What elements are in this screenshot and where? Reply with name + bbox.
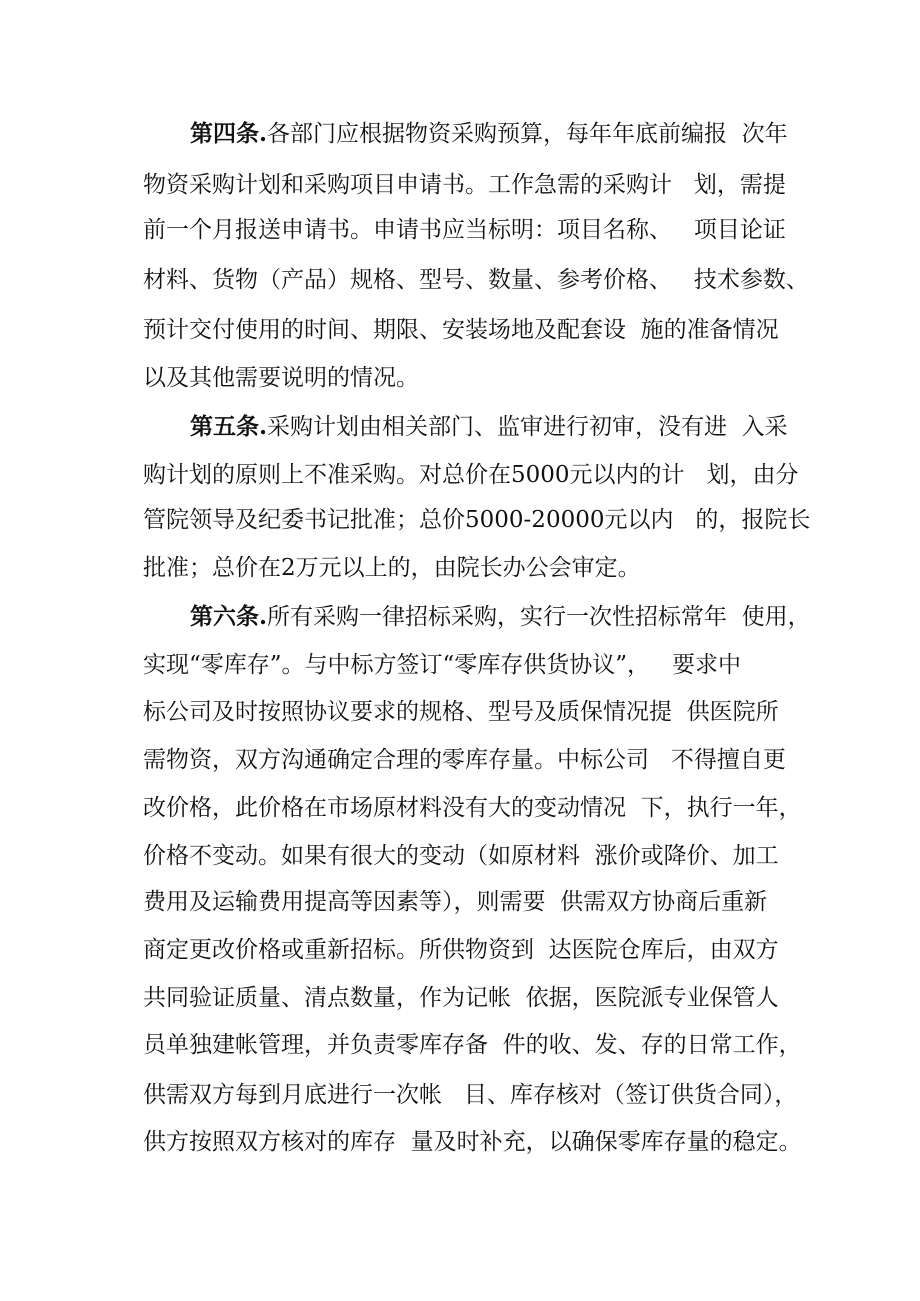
article-5-line-1 <box>190 412 788 442</box>
article-6-heading: 第六条. <box>190 603 268 630</box>
article-4-line-2: 物资采购计划和采购项目申请书。工作急需的采购计 划，需提 <box>143 172 786 198</box>
article-6-line-3: 标公司及时按照协议要求的规格、型号及质保情况提 供医院所 <box>143 699 779 725</box>
article-6-line-9: 共同验证质量、清点数量，作为记帐 依据，医院派专业保管人 <box>143 985 779 1011</box>
article-6-line-8: 商定更改价格或重新招标。所供物资到 达医院仓库后，由双方 <box>143 937 779 963</box>
article-6-line-10: 员单独建帐管理，并负责零库存备 件的收、发、存的日常工作， <box>143 1032 802 1058</box>
article-5-line-2: 购计划的原则上不准采购。对总价在5000元以内的计 划，由分 <box>143 462 799 488</box>
article-4-heading: 第四条. <box>190 120 268 147</box>
article-4-line-3: 前一个月报送申请书。申请书应当标明：项目名称、 项目论证 <box>143 217 786 243</box>
article-6-line-11: 供需双方每到月底进行一次帐 目、库存核对（签订供货合同）， <box>143 1082 798 1108</box>
article-4-line-6: 以及其他需要说明的情况。 <box>143 365 419 391</box>
article-5-heading: 第五条. <box>190 413 268 440</box>
article-4-line-4: 材料、货物（产品）规格、型号、数量、参考价格、 技术参数、 <box>143 267 809 293</box>
article-4-line-1 <box>190 119 788 149</box>
article-6-line-12: 供方按照双方核对的库存 量及时补充，以确保零库存量的稳定。 <box>143 1129 802 1155</box>
article-6-text-1: 所有采购一律招标采购，实行一次性招标常年 使用， <box>267 604 811 630</box>
article-6-line-1 <box>190 602 811 632</box>
article-6-line-6: 价格不变动。如果有很大的变动（如原材料 涨价或降价、加工 <box>143 843 779 869</box>
article-6-line-7: 费用及运输费用提高等因素等），则需要 供需双方协商后重新 <box>143 889 768 915</box>
article-4-line-5: 预计交付使用的时间、期限、安装场地及配套设 施的准备情况 <box>143 317 779 343</box>
article-5-line-4: 批准；总价在2万元以上的，由院长办公会审定。 <box>143 555 641 581</box>
article-4-text-1: 各部门应根据物资采购预算，每年年底前编报 次年 <box>267 121 788 147</box>
article-6-line-5: 改价格，此价格在市场原材料没有大的变动情况 下，执行一年， <box>143 795 802 821</box>
article-6-line-2: 实现“零库存”。与中标方签订“零库存供货协议”， 要求中 <box>143 652 741 678</box>
article-5-text-1: 采购计划由相关部门、监审进行初审，没有进 入采 <box>267 414 788 440</box>
article-6-line-4: 需物资，双方沟通确定合理的零库存量。中标公司 不得擅自更 <box>143 747 786 773</box>
article-5-line-3: 管院领导及纪委书记批准；总价5000-20000元以内 的，报院长 <box>143 507 811 533</box>
